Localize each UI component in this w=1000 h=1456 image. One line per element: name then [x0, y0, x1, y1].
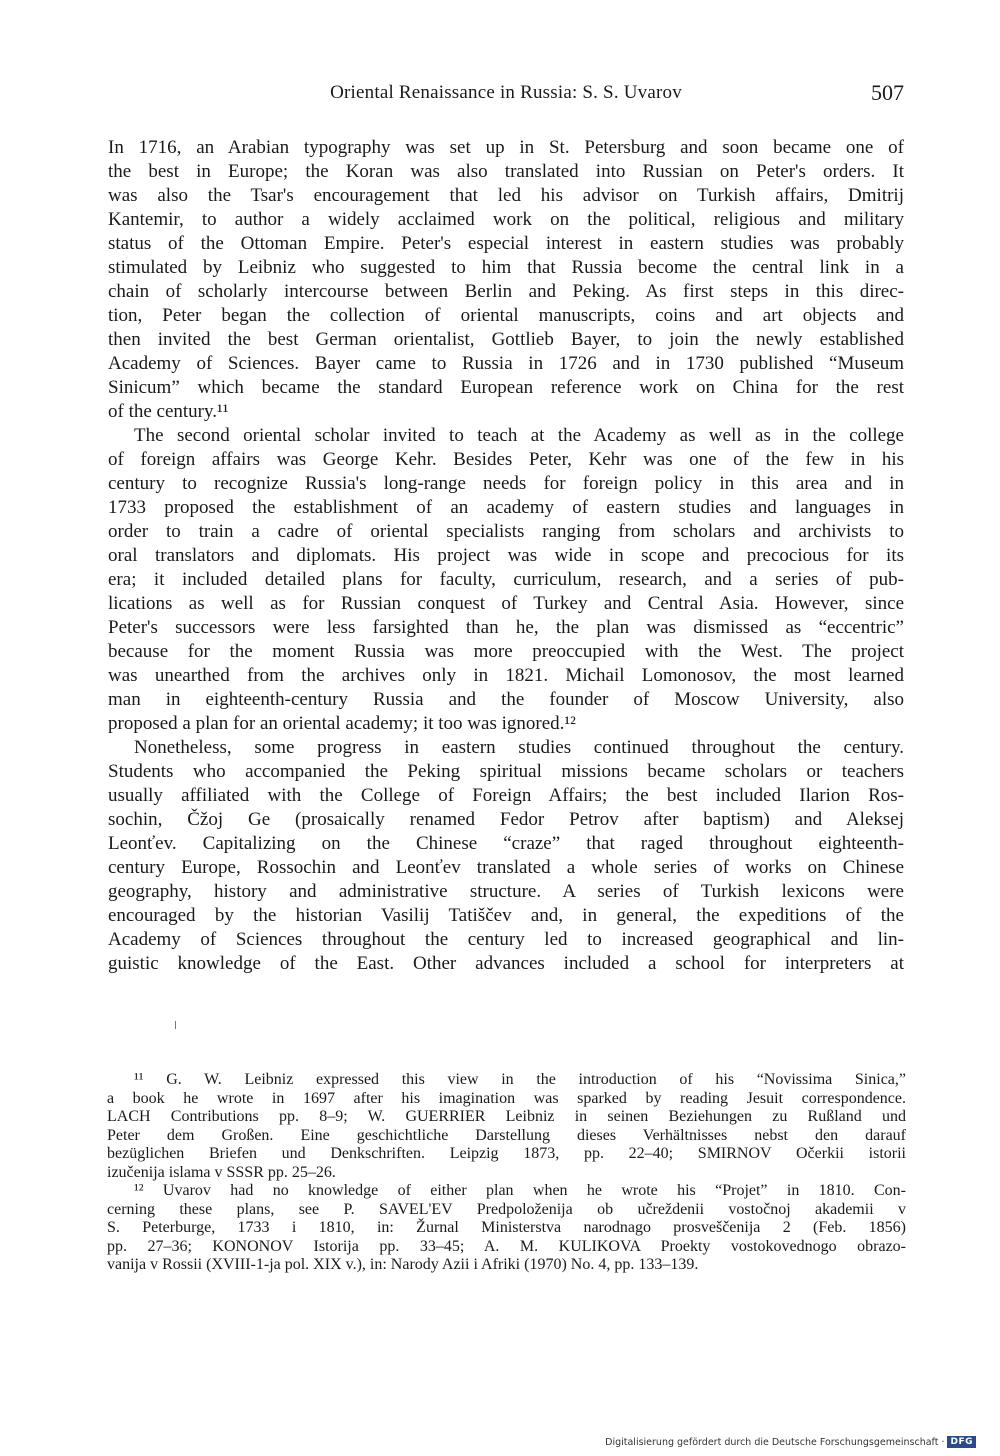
text-line: because for the moment Russia was more preoccupied with the West. The project [108, 641, 904, 662]
dfg-logo: DFG [947, 1436, 976, 1448]
footnote-line: pp. 27–36; KONONOV Istorija pp. 33–45; A. M. KULIKOVA Proekty vostokovednogo obrazo- [107, 1237, 906, 1255]
text-line: the best in Europe; the Koran was also translated into Russian on Peter's orders. It [108, 161, 904, 182]
footnote-line: ¹² Uvarov had no knowledge of either plan when he wrote his “Projet” in 1810. Con- [134, 1182, 906, 1199]
text-line: chain of scholarly intercourse between Berlin and Peking. As first steps in this direc- [108, 281, 904, 302]
text-line: order to train a cadre of oriental specialists ranging from scholars and archivists to [108, 521, 904, 542]
text-line: man in eighteenth-century Russia and the founder of Moscow University, also [108, 689, 904, 710]
footnote-line: vanija v Rossii (XVIII-1-ja pol. XIX v.), in: Narody Azii i Afriki (1970) No. 4, pp. 133–139. [107, 1256, 699, 1273]
text-line: century Europe, Rossochin and Leonťev translated a whole series of works on Chinese [108, 857, 904, 878]
footnote-divider [175, 1021, 176, 1029]
text-line: tion, Peter began the collection of oriental manuscripts, coins and art objects and [108, 305, 904, 326]
text-line: Kantemir, to author a widely acclaimed work on the political, religious and military [108, 209, 904, 230]
text-line: Academy of Sciences throughout the century led to increased geographical and lin- [108, 929, 904, 950]
text-line: stimulated by Leibniz who suggested to him that Russia become the central link in a [108, 257, 904, 278]
footnote-line: cerning these plans, see P. SAVEL'EV Predpoloženija ob učreždenii vostočnoj akademii v [107, 1200, 906, 1218]
footnote-line: izučenija islama v SSSR pp. 25–26. [107, 1163, 336, 1181]
text-line: usually affiliated with the College of Foreign Affairs; the best included Ilarion Ros- [108, 785, 904, 806]
text-line: Academy of Sciences. Bayer came to Russia in 1726 and in 1730 published “Museum [108, 353, 904, 374]
digitization-footer [605, 1436, 976, 1448]
page-number: 507 [871, 80, 904, 105]
text-line: Peter's successors were less farsighted than he, the plan was dismissed as “eccentric” [108, 617, 904, 638]
text-line: sochin, Čžoj Ge (prosaically renamed Fedor Petrov after baptism) and Aleksej [108, 809, 904, 830]
text-line: Nonetheless, some progress in eastern studies continued throughout the century. [134, 737, 904, 758]
text-line: The second oriental scholar invited to teach at the Academy as well as in the college [134, 425, 904, 446]
text-line: century to recognize Russia's long-range needs for foreign policy in this area and in [108, 473, 904, 494]
footnote-line: a book he wrote in 1697 after his imagination was sparked by reading Jesuit correspondence. [107, 1089, 906, 1107]
text-line: lications as well as for Russian conquest of Turkey and Central Asia. However, since [108, 593, 904, 614]
main-text [108, 136, 904, 976]
text-line: then invited the best German orientalist, Gottlieb Bayer, to join the newly established [108, 329, 904, 350]
text-line: guistic knowledge of the East. Other advances included a school for interpreters at [108, 953, 904, 974]
footnote-line: Peter dem Großen. Eine geschichtliche Darstellung dieses Verhältnisses nebst den darauf [107, 1126, 906, 1144]
text-line: oral translators and diplomats. His project was wide in scope and precocious for its [108, 545, 904, 566]
text-line: Leonťev. Capitalizing on the Chinese “craze” that raged throughout eighteenth- [108, 833, 904, 854]
footnote-line: ¹¹ G. W. Leibniz expressed this view in the introduction of his “Novissima Sinica,” [134, 1071, 906, 1088]
footnote-line: bezüglichen Briefen und Denkschriften. Leipzig 1873, pp. 22–40; SMIRNOV Očerkii istorii [107, 1145, 906, 1162]
footnotes [107, 1071, 906, 1275]
text-line: Students who accompanied the Peking spiritual missions became scholars or teachers [108, 761, 904, 782]
running-title: Oriental Renaissance in Russia: S. S. Uvarov [330, 82, 682, 103]
footnote-line: S. Peterburge, 1733 i 1810, in: Žurnal Ministerstva narodnago prosveščenija 2 (Feb. 1856) [107, 1219, 906, 1236]
text-line: status of the Ottoman Empire. Peter's especial interest in eastern studies was probably [108, 233, 904, 254]
text-line: proposed a plan for an oriental academy; it too was ignored.¹² [108, 713, 576, 734]
text-line: was unearthed from the archives only in 1821. Michail Lomonosov, the most learned [108, 665, 904, 686]
text-line: Sinicum” which became the standard European reference work on China for the rest [108, 377, 904, 398]
page-header [108, 82, 904, 112]
text-line: was also the Tsar's encouragement that led his advisor on Turkish affairs, Dmitrij [108, 185, 904, 206]
text-line: of foreign affairs was George Kehr. Besides Peter, Kehr was one of the few in his [108, 449, 904, 470]
text-line: geography, history and administrative structure. A series of Turkish lexicons were [108, 881, 904, 902]
text-line: encouraged by the historian Vasilij Tatiščev and, in general, the expeditions of the [108, 905, 904, 926]
text-line: 1733 proposed the establishment of an academy of eastern studies and languages in [108, 497, 904, 518]
text-line: era; it included detailed plans for faculty, curriculum, research, and a series of pub- [108, 569, 904, 590]
digitization-note: Digitalisierung gefördert durch die Deutsche Forschungsgemeinschaft · [605, 1436, 945, 1448]
footnote-line: LACH Contributions pp. 8–9; W. GUERRIER Leibniz in seinen Beziehungen zu Rußland und [107, 1108, 906, 1125]
text-line: In 1716, an Arabian typography was set up in St. Petersburg and soon became one of [108, 137, 904, 158]
text-line: of the century.¹¹ [108, 401, 229, 422]
